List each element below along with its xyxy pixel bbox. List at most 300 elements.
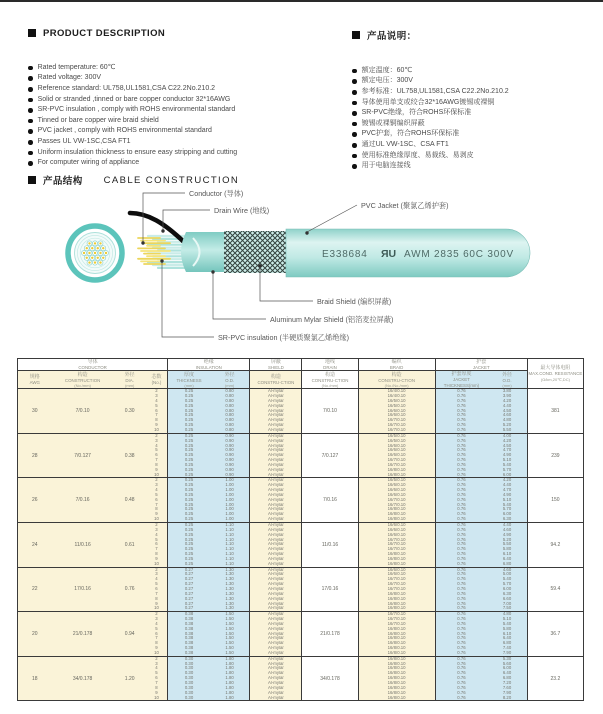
cell-shield: Al-mylar: [250, 418, 302, 423]
header-text: MAX.COND. RESISTANCE: [528, 371, 583, 377]
bullet-text: 额定温度：60℃: [361, 66, 413, 74]
header-text: 导体: [87, 359, 98, 365]
cell-braid: 16/8/0.10: [358, 676, 435, 681]
cell-shield: Al-mylar: [250, 646, 302, 651]
cell-shield: Al-mylar: [250, 542, 302, 547]
cell-shield: Al-mylar: [250, 498, 302, 503]
bullet-item: [352, 119, 600, 130]
bullet-icon: [28, 119, 33, 124]
bullet-icon: [28, 87, 33, 92]
cell-ins-thickness: 0.25: [168, 428, 210, 433]
cell-braid: 16/8/0.10: [358, 507, 435, 512]
bullet-icon: [352, 154, 357, 159]
cell-jacket-thickness: 0.76: [435, 547, 487, 552]
cell-shield: Al-mylar: [250, 641, 302, 646]
cell-jacket-od: 4.50: [487, 409, 527, 414]
jacket-print-cert: E338684: [322, 249, 368, 260]
cell-braid: 16/6/0.10: [358, 567, 435, 572]
cell-cores: 4: [146, 488, 168, 493]
cell-dia: 0.94: [114, 612, 146, 657]
cell-shield: Al-mylar: [250, 512, 302, 517]
cell-jacket-thickness: 0.76: [435, 552, 487, 557]
cell-cores: 4: [146, 622, 168, 627]
cell-ins-od: 1.80: [210, 666, 250, 671]
bullet-item: [352, 87, 600, 98]
cell-construction: 17/0.16: [52, 567, 114, 612]
cell-jacket-thickness: 0.76: [435, 399, 487, 404]
cell-ins-thickness: 0.25: [168, 418, 210, 423]
bullet-text: Solid or stranded ,tinned or bare copper conductor 32*16AWG: [37, 95, 231, 103]
cell-jacket-thickness: 0.76: [435, 577, 487, 582]
cell-jacket-thickness: 0.76: [435, 503, 487, 508]
cell-ins-thickness: 0.25: [168, 523, 210, 528]
cell-jacket-od: 5.40: [487, 463, 527, 468]
cell-jacket-od: 5.10: [487, 498, 527, 503]
cell-braid: 16/5/0.10: [358, 439, 435, 444]
cell-ins-od: 1.50: [210, 617, 250, 622]
bullet-text: SR-PVC绝缘，符合ROHS环保标准: [361, 109, 472, 117]
cell-ins-od: 0.90: [210, 453, 250, 458]
cell-jacket-thickness: 0.76: [435, 498, 487, 503]
cell-jacket-thickness: 0.76: [435, 636, 487, 641]
cell-jacket-thickness: 0.76: [435, 413, 487, 418]
bullet-icon: [28, 66, 33, 71]
cell-cores: 3: [146, 617, 168, 622]
cell-ins-thickness: 0.25: [168, 468, 210, 473]
cell-jacket-thickness: 0.76: [435, 662, 487, 667]
cell-jacket-od: 6.40: [487, 671, 527, 676]
cell-dia: 0.61: [114, 523, 146, 568]
cell-shield: Al-mylar: [250, 483, 302, 488]
cell-shield: Al-mylar: [250, 413, 302, 418]
cell-ins-thickness: 0.25: [168, 399, 210, 404]
cell-ins-thickness: 0.25: [168, 409, 210, 414]
cell-cores: 10: [146, 562, 168, 567]
cell-jacket-od: 6.40: [487, 636, 527, 641]
cell-cores: 3: [146, 572, 168, 577]
cell-cores: 2: [146, 612, 168, 617]
cell-drain: 21/0.178: [302, 612, 358, 657]
cell-ins-thickness: 0.27: [168, 597, 210, 602]
cell-cores: 10: [146, 517, 168, 522]
header-text: 外径: [124, 371, 135, 378]
cell-cores: 4: [146, 444, 168, 449]
cell-awg: 24: [18, 523, 52, 568]
cell-shield: Al-mylar: [250, 493, 302, 498]
header-text: (mm): [125, 383, 135, 389]
header-text: AWG: [29, 380, 40, 386]
cell-jacket-thickness: 0.76: [435, 666, 487, 671]
cell-braid: 16/8/0.10: [358, 641, 435, 646]
cell-braid: 16/8/0.10: [358, 512, 435, 517]
cell-braid: 16/7/0.10: [358, 587, 435, 592]
cell-ins-thickness: 0.25: [168, 528, 210, 533]
cell-cores: 8: [146, 552, 168, 557]
cell-braid: 16/8/0.10: [358, 656, 435, 661]
cell-ins-thickness: 0.25: [168, 538, 210, 543]
section-square-icon: [352, 31, 360, 39]
cell-shield: Al-mylar: [250, 656, 302, 661]
cell-cores: 10: [146, 696, 168, 701]
cell-jacket-thickness: 0.76: [435, 572, 487, 577]
cell-jacket-thickness: 0.76: [435, 409, 487, 414]
cell-braid: 16/8/0.10: [358, 468, 435, 473]
cell-ins-thickness: 0.25: [168, 552, 210, 557]
cell-ins-thickness: 0.25: [168, 404, 210, 409]
side-view: [130, 213, 530, 277]
cell-braid: 16/7/0.10: [358, 503, 435, 508]
cell-cores: 7: [146, 413, 168, 418]
header-text: JACKET THICKNESS(mm): [443, 377, 480, 388]
cell-shield: Al-mylar: [250, 399, 302, 404]
cell-jacket-od: 6.30: [487, 517, 527, 522]
cell-cores: 5: [146, 404, 168, 409]
header-text: 构造: [391, 371, 402, 378]
cell-braid: 16/7/0.10: [358, 622, 435, 627]
cell-ins-thickness: 0.25: [168, 547, 210, 552]
column-header: [358, 371, 435, 389]
cell-cores: 4: [146, 666, 168, 671]
bullet-icon: [352, 69, 357, 74]
cell-shield: Al-mylar: [250, 612, 302, 617]
cell-ins-od: 1.30: [210, 587, 250, 592]
cell-jacket-od: 5.10: [487, 458, 527, 463]
bullet-icon: [28, 129, 33, 134]
cell-ins-od: 1.50: [210, 651, 250, 656]
cell-ins-thickness: 0.38: [168, 622, 210, 627]
cell-cores: 9: [146, 512, 168, 517]
cell-shield: Al-mylar: [250, 617, 302, 622]
cell-ins-thickness: 0.25: [168, 413, 210, 418]
cell-cores: 9: [146, 691, 168, 696]
cell-jacket-thickness: 0.76: [435, 686, 487, 691]
cell-braid: 16/8/0.10: [358, 651, 435, 656]
header-text: 绝缘: [203, 359, 214, 365]
cell-ins-thickness: 0.25: [168, 478, 210, 483]
cell-ins-od: 1.80: [210, 691, 250, 696]
spec-table-wrap: [17, 358, 584, 701]
cell-cores: 2: [146, 478, 168, 483]
label-braid-shield: Braid Shield (编织屏蔽): [317, 297, 392, 306]
bullet-text: 参考标准：UL758,UL1581,CSA C22.2No.210.2: [361, 88, 509, 96]
cell-ins-od: 1.00: [210, 483, 250, 488]
cell-ins-od: 1.00: [210, 478, 250, 483]
cell-cores: 5: [146, 627, 168, 632]
cell-braid: 16/8/0.10: [358, 627, 435, 632]
cell-cores: 6: [146, 542, 168, 547]
column-header: [52, 371, 114, 389]
cell-shield: Al-mylar: [250, 453, 302, 458]
product-notes-title: 产品说明：: [367, 30, 417, 42]
cell-cores: 8: [146, 641, 168, 646]
cell-jacket-od: 4.90: [487, 493, 527, 498]
cell-ins-od: 1.10: [210, 557, 250, 562]
cell-braid: 16/6/0.10: [358, 444, 435, 449]
cell-ins-thickness: 0.30: [168, 681, 210, 686]
cell-braid: 16/6/0.10: [358, 483, 435, 488]
cell-awg: 26: [18, 478, 52, 523]
bullet-text: Rated voltage: 300V: [37, 74, 102, 82]
cell-jacket-od: 4.20: [487, 399, 527, 404]
cell-jacket-od: 4.60: [487, 567, 527, 572]
cell-ins-od: 0.90: [210, 444, 250, 449]
cell-shield: Al-mylar: [250, 394, 302, 399]
header-text: CONSTRU-CTION: [257, 380, 295, 386]
cell-braid: 16/8/0.10: [358, 606, 435, 611]
cell-jacket-od: 5.80: [487, 547, 527, 552]
bullet-icon: [28, 98, 33, 103]
cell-ins-od: 0.80: [210, 418, 250, 423]
cell-jacket-thickness: 0.76: [435, 597, 487, 602]
cell-ins-od: 1.10: [210, 533, 250, 538]
cell-braid: 16/8/0.10: [358, 646, 435, 651]
bullet-text: Passes UL VW-1SC,CSA FT1: [37, 138, 131, 146]
cell-braid: 16/6/0.10: [358, 453, 435, 458]
cell-ins-od: 1.80: [210, 681, 250, 686]
cell-jacket-thickness: 0.76: [435, 656, 487, 661]
header-text: CONSTRUCTION: [64, 377, 101, 383]
cell-ins-thickness: 0.27: [168, 582, 210, 587]
cell-ins-thickness: 0.25: [168, 493, 210, 498]
cell-ins-thickness: 0.30: [168, 666, 210, 671]
cell-jacket-od: 7.40: [487, 646, 527, 651]
cell-jacket-od: 5.20: [487, 423, 527, 428]
label-sr-pvc-insulation: SR-PVC insulation (半硬质聚氯乙烯绝缘): [218, 333, 349, 342]
cell-resistance: 23.2: [527, 656, 583, 701]
cell-cores: 6: [146, 676, 168, 681]
cell-ins-od: 1.10: [210, 547, 250, 552]
cell-cores: 6: [146, 498, 168, 503]
cell-drain: 7/0.16: [302, 478, 358, 523]
header-text: BRAID: [389, 365, 404, 370]
header-text: 构造: [77, 371, 88, 378]
cell-ins-thickness: 0.38: [168, 632, 210, 637]
cell-braid: 16/5/0.10: [358, 478, 435, 483]
cell-ins-od: 0.90: [210, 463, 250, 468]
cell-braid: 16/8/0.10: [358, 632, 435, 637]
cell-ins-thickness: 0.25: [168, 562, 210, 567]
cell-awg: 20: [18, 612, 52, 657]
bullet-text: PVC护套，符合ROHS环保标准: [361, 130, 460, 138]
cell-ins-od: 1.50: [210, 641, 250, 646]
cell-ins-thickness: 0.25: [168, 483, 210, 488]
cell-cores: 3: [146, 528, 168, 533]
cell-ins-od: 0.80: [210, 409, 250, 414]
cell-ins-thickness: 0.25: [168, 394, 210, 399]
column-header: [146, 371, 168, 389]
cell-ins-od: 1.50: [210, 622, 250, 627]
cell-braid: 16/6/0.10: [358, 488, 435, 493]
cell-ins-thickness: 0.38: [168, 636, 210, 641]
cell-resistance: 59.4: [527, 567, 583, 612]
cell-braid: 16/7/0.10: [358, 458, 435, 463]
header-text: 厚度: [184, 371, 195, 378]
column-group-jacket: [435, 359, 527, 371]
cell-cores: 10: [146, 473, 168, 478]
cell-braid: 16/6/0.10: [358, 413, 435, 418]
cell-jacket-od: 4.50: [487, 444, 527, 449]
cell-jacket-od: 4.90: [487, 453, 527, 458]
cell-jacket-thickness: 0.76: [435, 507, 487, 512]
cell-shield: Al-mylar: [250, 627, 302, 632]
cell-ins-od: 0.90: [210, 473, 250, 478]
cell-ins-od: 1.00: [210, 493, 250, 498]
cell-dia: 0.76: [114, 567, 146, 612]
cell-jacket-thickness: 0.76: [435, 493, 487, 498]
cell-ins-thickness: 0.38: [168, 617, 210, 622]
cable-construction-diagram: [0, 168, 603, 358]
cell-cores: 7: [146, 636, 168, 641]
bullet-item: [352, 151, 600, 162]
cell-ins-thickness: 0.27: [168, 567, 210, 572]
cell-ins-thickness: 0.38: [168, 641, 210, 646]
cell-ins-thickness: 0.38: [168, 646, 210, 651]
cell-jacket-od: 5.10: [487, 617, 527, 622]
cell-ins-thickness: 0.25: [168, 557, 210, 562]
bullet-text: Rated temperature: 60℃: [37, 63, 116, 71]
label-conductor: Conductor (导体): [189, 189, 244, 198]
cell-jacket-thickness: 0.76: [435, 404, 487, 409]
cell-ins-od: 1.00: [210, 512, 250, 517]
bullet-item: [28, 116, 338, 127]
cell-ins-thickness: 0.25: [168, 453, 210, 458]
bullet-text: 用于电脑连接线: [361, 162, 411, 170]
cell-cores: 9: [146, 602, 168, 607]
cell-drain: 7/0.127: [302, 433, 358, 478]
cell-ins-od: 1.30: [210, 572, 250, 577]
cell-cores: 2: [146, 523, 168, 528]
cell-shield: Al-mylar: [250, 444, 302, 449]
bullet-icon: [352, 101, 357, 106]
cell-cores: 2: [146, 567, 168, 572]
cell-braid: 16/8/0.10: [358, 592, 435, 597]
cell-shield: Al-mylar: [250, 651, 302, 656]
cell-awg: 22: [18, 567, 52, 612]
cell-awg: 30: [18, 389, 52, 434]
braid-shield-shape: [224, 231, 292, 273]
cell-jacket-od: 5.80: [487, 627, 527, 632]
header-text: 护套厚度: [451, 371, 472, 378]
bullet-item: [352, 140, 600, 151]
cell-cores: 6: [146, 409, 168, 414]
cell-construction: 7/0.16: [52, 478, 114, 523]
cell-shield: Al-mylar: [250, 552, 302, 557]
cell-jacket-thickness: 0.76: [435, 523, 487, 528]
product-description-header: [28, 28, 338, 39]
cell-drain: 11/0.16: [302, 523, 358, 568]
bullet-text: SR-PVC insulation , comply with ROHS environmental standard: [37, 106, 236, 114]
cell-ins-od: 1.10: [210, 538, 250, 543]
cell-braid: 16/5/0.10: [358, 433, 435, 438]
cell-jacket-thickness: 0.76: [435, 651, 487, 656]
cell-ins-thickness: 0.27: [168, 592, 210, 597]
cell-jacket-thickness: 0.76: [435, 473, 487, 478]
cell-jacket-thickness: 0.76: [435, 433, 487, 438]
cell-jacket-od: 3.80: [487, 389, 527, 394]
cell-braid: 16/7/0.10: [358, 428, 435, 433]
cell-shield: Al-mylar: [250, 696, 302, 701]
cell-ins-thickness: 0.38: [168, 651, 210, 656]
cell-shield: Al-mylar: [250, 666, 302, 671]
cell-shield: Al-mylar: [250, 389, 302, 394]
cell-ins-od: 1.30: [210, 592, 250, 597]
product-notes-list: [352, 66, 600, 172]
cell-braid: 16/8/0.10: [358, 552, 435, 557]
cell-ins-od: 1.80: [210, 686, 250, 691]
cell-braid: 16/8/0.10: [358, 517, 435, 522]
cell-ins-od: 0.90: [210, 433, 250, 438]
cell-ins-od: 1.10: [210, 542, 250, 547]
cell-braid: 16/7/0.10: [358, 582, 435, 587]
cell-shield: Al-mylar: [250, 423, 302, 428]
cell-ins-thickness: 0.25: [168, 433, 210, 438]
header-text: INSULATION: [195, 365, 222, 370]
cell-ins-od: 0.80: [210, 394, 250, 399]
cell-jacket-thickness: 0.76: [435, 562, 487, 567]
cell-ins-od: 1.10: [210, 562, 250, 567]
cell-jacket-thickness: 0.76: [435, 483, 487, 488]
cell-ins-thickness: 0.25: [168, 542, 210, 547]
cell-drain: 7/0.10: [302, 389, 358, 434]
cell-jacket-od: 5.40: [487, 503, 527, 508]
cell-ins-od: 0.90: [210, 458, 250, 463]
cell-jacket-od: 6.40: [487, 557, 527, 562]
cell-braid: 16/8/0.10: [358, 557, 435, 562]
bullet-text: 镀锡或裸铜编织屏蔽: [361, 119, 425, 127]
bullet-text: PVC jacket , comply with ROHS environmental standard: [37, 127, 212, 135]
cell-braid: 16/8/0.10: [358, 671, 435, 676]
bullet-item: [28, 148, 338, 159]
cell-cores: 3: [146, 439, 168, 444]
construction-title-en: CABLE CONSTRUCTION: [103, 174, 240, 186]
cell-resistance: 36.7: [527, 612, 583, 657]
cell-shield: Al-mylar: [250, 507, 302, 512]
column-header: [435, 371, 487, 389]
bullet-text: Uniform insulation thickness to ensure easy stripping and cutting: [37, 148, 238, 156]
cell-braid: 16/8/0.10: [358, 691, 435, 696]
cell-cores: 8: [146, 597, 168, 602]
cell-jacket-od: 7.90: [487, 691, 527, 696]
cell-braid: 16/4/0.10: [358, 394, 435, 399]
cell-ins-od: 0.80: [210, 399, 250, 404]
cell-shield: Al-mylar: [250, 691, 302, 696]
bullet-text: 导体使用单支或绞合32*16AWG镀锡或裸铜: [361, 98, 495, 106]
bullet-icon: [28, 108, 33, 113]
cell-jacket-thickness: 0.76: [435, 602, 487, 607]
header-text: 构造: [324, 371, 335, 378]
cell-braid: 16/8/0.10: [358, 662, 435, 667]
cable-construction-header: [28, 173, 239, 187]
cell-jacket-thickness: 0.76: [435, 428, 487, 433]
bullet-text: 使用标准绝缘厚度、易裁线、易剥皮: [361, 151, 474, 159]
cell-ins-thickness: 0.30: [168, 662, 210, 667]
cell-dia: 1.20: [114, 656, 146, 701]
cell-ins-thickness: 0.30: [168, 671, 210, 676]
cell-shield: Al-mylar: [250, 458, 302, 463]
cell-braid: 16/6/0.10: [358, 528, 435, 533]
cell-ins-thickness: 0.30: [168, 676, 210, 681]
cell-jacket-od: 7.90: [487, 651, 527, 656]
cell-jacket-thickness: 0.76: [435, 612, 487, 617]
cell-cores: 9: [146, 646, 168, 651]
cell-cores: 7: [146, 592, 168, 597]
header-text: 规格: [29, 374, 40, 381]
cell-braid: 16/7/0.10: [358, 542, 435, 547]
cell-ins-thickness: 0.25: [168, 503, 210, 508]
bullet-icon: [28, 76, 33, 81]
cell-shield: Al-mylar: [250, 538, 302, 543]
bullet-icon: [352, 132, 357, 137]
